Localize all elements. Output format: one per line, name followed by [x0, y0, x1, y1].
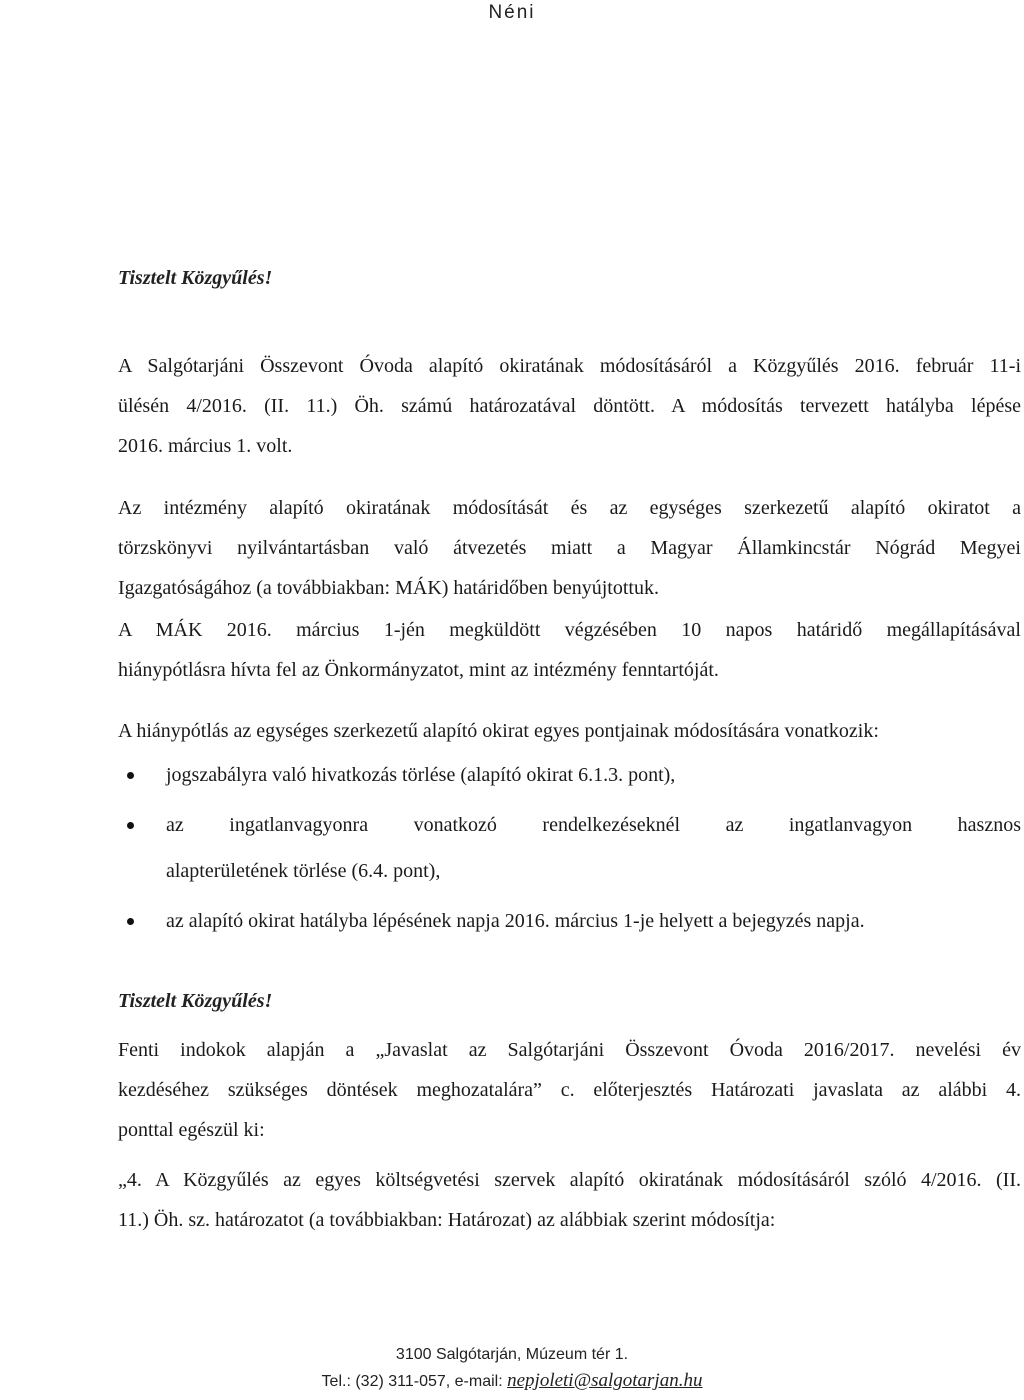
text-line: A MÁK 2016. március 1-jén megküldött végzésében 10 napos határidő megállapításával [118, 619, 1021, 641]
text-line: Igazgatóságához (a továbbiakban: MÁK) határidőben benyújtottuk. [118, 577, 659, 599]
paragraph-2 [118, 488, 1021, 608]
list-item [118, 898, 1021, 944]
text-line: az alapító okirat hatályba lépésének napja 2016. március 1-je helyett a bejegyzés napja. [166, 910, 865, 932]
list-item [118, 802, 1021, 894]
text-line: az ingatlanvagyonra vonatkozó rendelkezéseknél az ingatlanvagyon hasznos [166, 814, 1021, 836]
paragraph-5 [118, 1030, 1021, 1150]
salutation-2: Tisztelt Közgyűlés! [118, 990, 273, 1012]
paragraph-6 [118, 1160, 1021, 1240]
list-item [118, 752, 1021, 798]
footer-contact-prefix: Tel.: (32) 311-057, e-mail: [321, 1373, 508, 1390]
bullet-icon [127, 918, 134, 925]
paragraph-1 [118, 346, 1021, 466]
text-line: A hiánypótlás az egységes szerkezetű alapító okirat egyes pontjainak módosítására vonatkozik: [118, 720, 879, 742]
paragraph-4 [118, 711, 1021, 751]
text-line: törzskönyvi nyilvántartásban való átvezetés miatt a Magyar Államkincstár Nógrád Megyei [118, 537, 1021, 559]
paragraph-3 [118, 610, 1021, 690]
text-line: jogszabályra való hivatkozás törlése (alapító okirat 6.1.3. pont), [166, 764, 676, 786]
salutation-1: Tisztelt Közgyűlés! [118, 267, 273, 289]
bullet-icon [127, 772, 134, 779]
text-line: 2016. március 1. volt. [118, 435, 293, 457]
bullet-list [118, 752, 1021, 944]
text-line: 11.) Öh. sz. határozatot (a továbbiakban: Határozat) az alábbiak szerint módosítja: [118, 1209, 776, 1231]
bullet-icon [127, 822, 134, 829]
text-line: A Salgótarjáni Összevont Óvoda alapító okiratának módosításáról a Közgyűlés 2016. február 11-i [118, 355, 1021, 377]
text-line: kezdéséhez szükséges döntések meghozatalára” c. előterjesztés Határozati javaslata az alábbi 4. [118, 1079, 1021, 1101]
footer-address: 3100 Salgótarján, Múzeum tér 1. [395, 1346, 629, 1363]
text-line: Fenti indokok alapján a „Javaslat az Salgótarjáni Összevont Óvoda 2016/2017. nevelési év [118, 1039, 1021, 1061]
text-line: alapterületének törlése (6.4. pont), [166, 860, 441, 882]
text-line: hiánypótlásra hívta fel az Önkormányzatot, mint az intézmény fenntartóját. [118, 659, 719, 681]
text-line: „4. A Közgyűlés az egyes költségvetési szervek alapító okiratának módosításáról szóló 4/2016. (II. [118, 1169, 1021, 1191]
email-link[interactable]: nepjoleti@salgotarjan.hu [507, 1370, 703, 1391]
signature-text: Néni [488, 2, 536, 23]
text-line: ponttal egészül ki: [118, 1119, 265, 1141]
text-line: Az intézmény alapító okiratának módosítását és az egységes szerkezetű alapító okiratot a [118, 497, 1021, 519]
text-line: ülésén 4/2016. (II. 11.) Öh. számú határozatával döntött. A módosítás tervezett hatályba lépése [118, 395, 1021, 417]
footer-contact [0, 1370, 1024, 1392]
